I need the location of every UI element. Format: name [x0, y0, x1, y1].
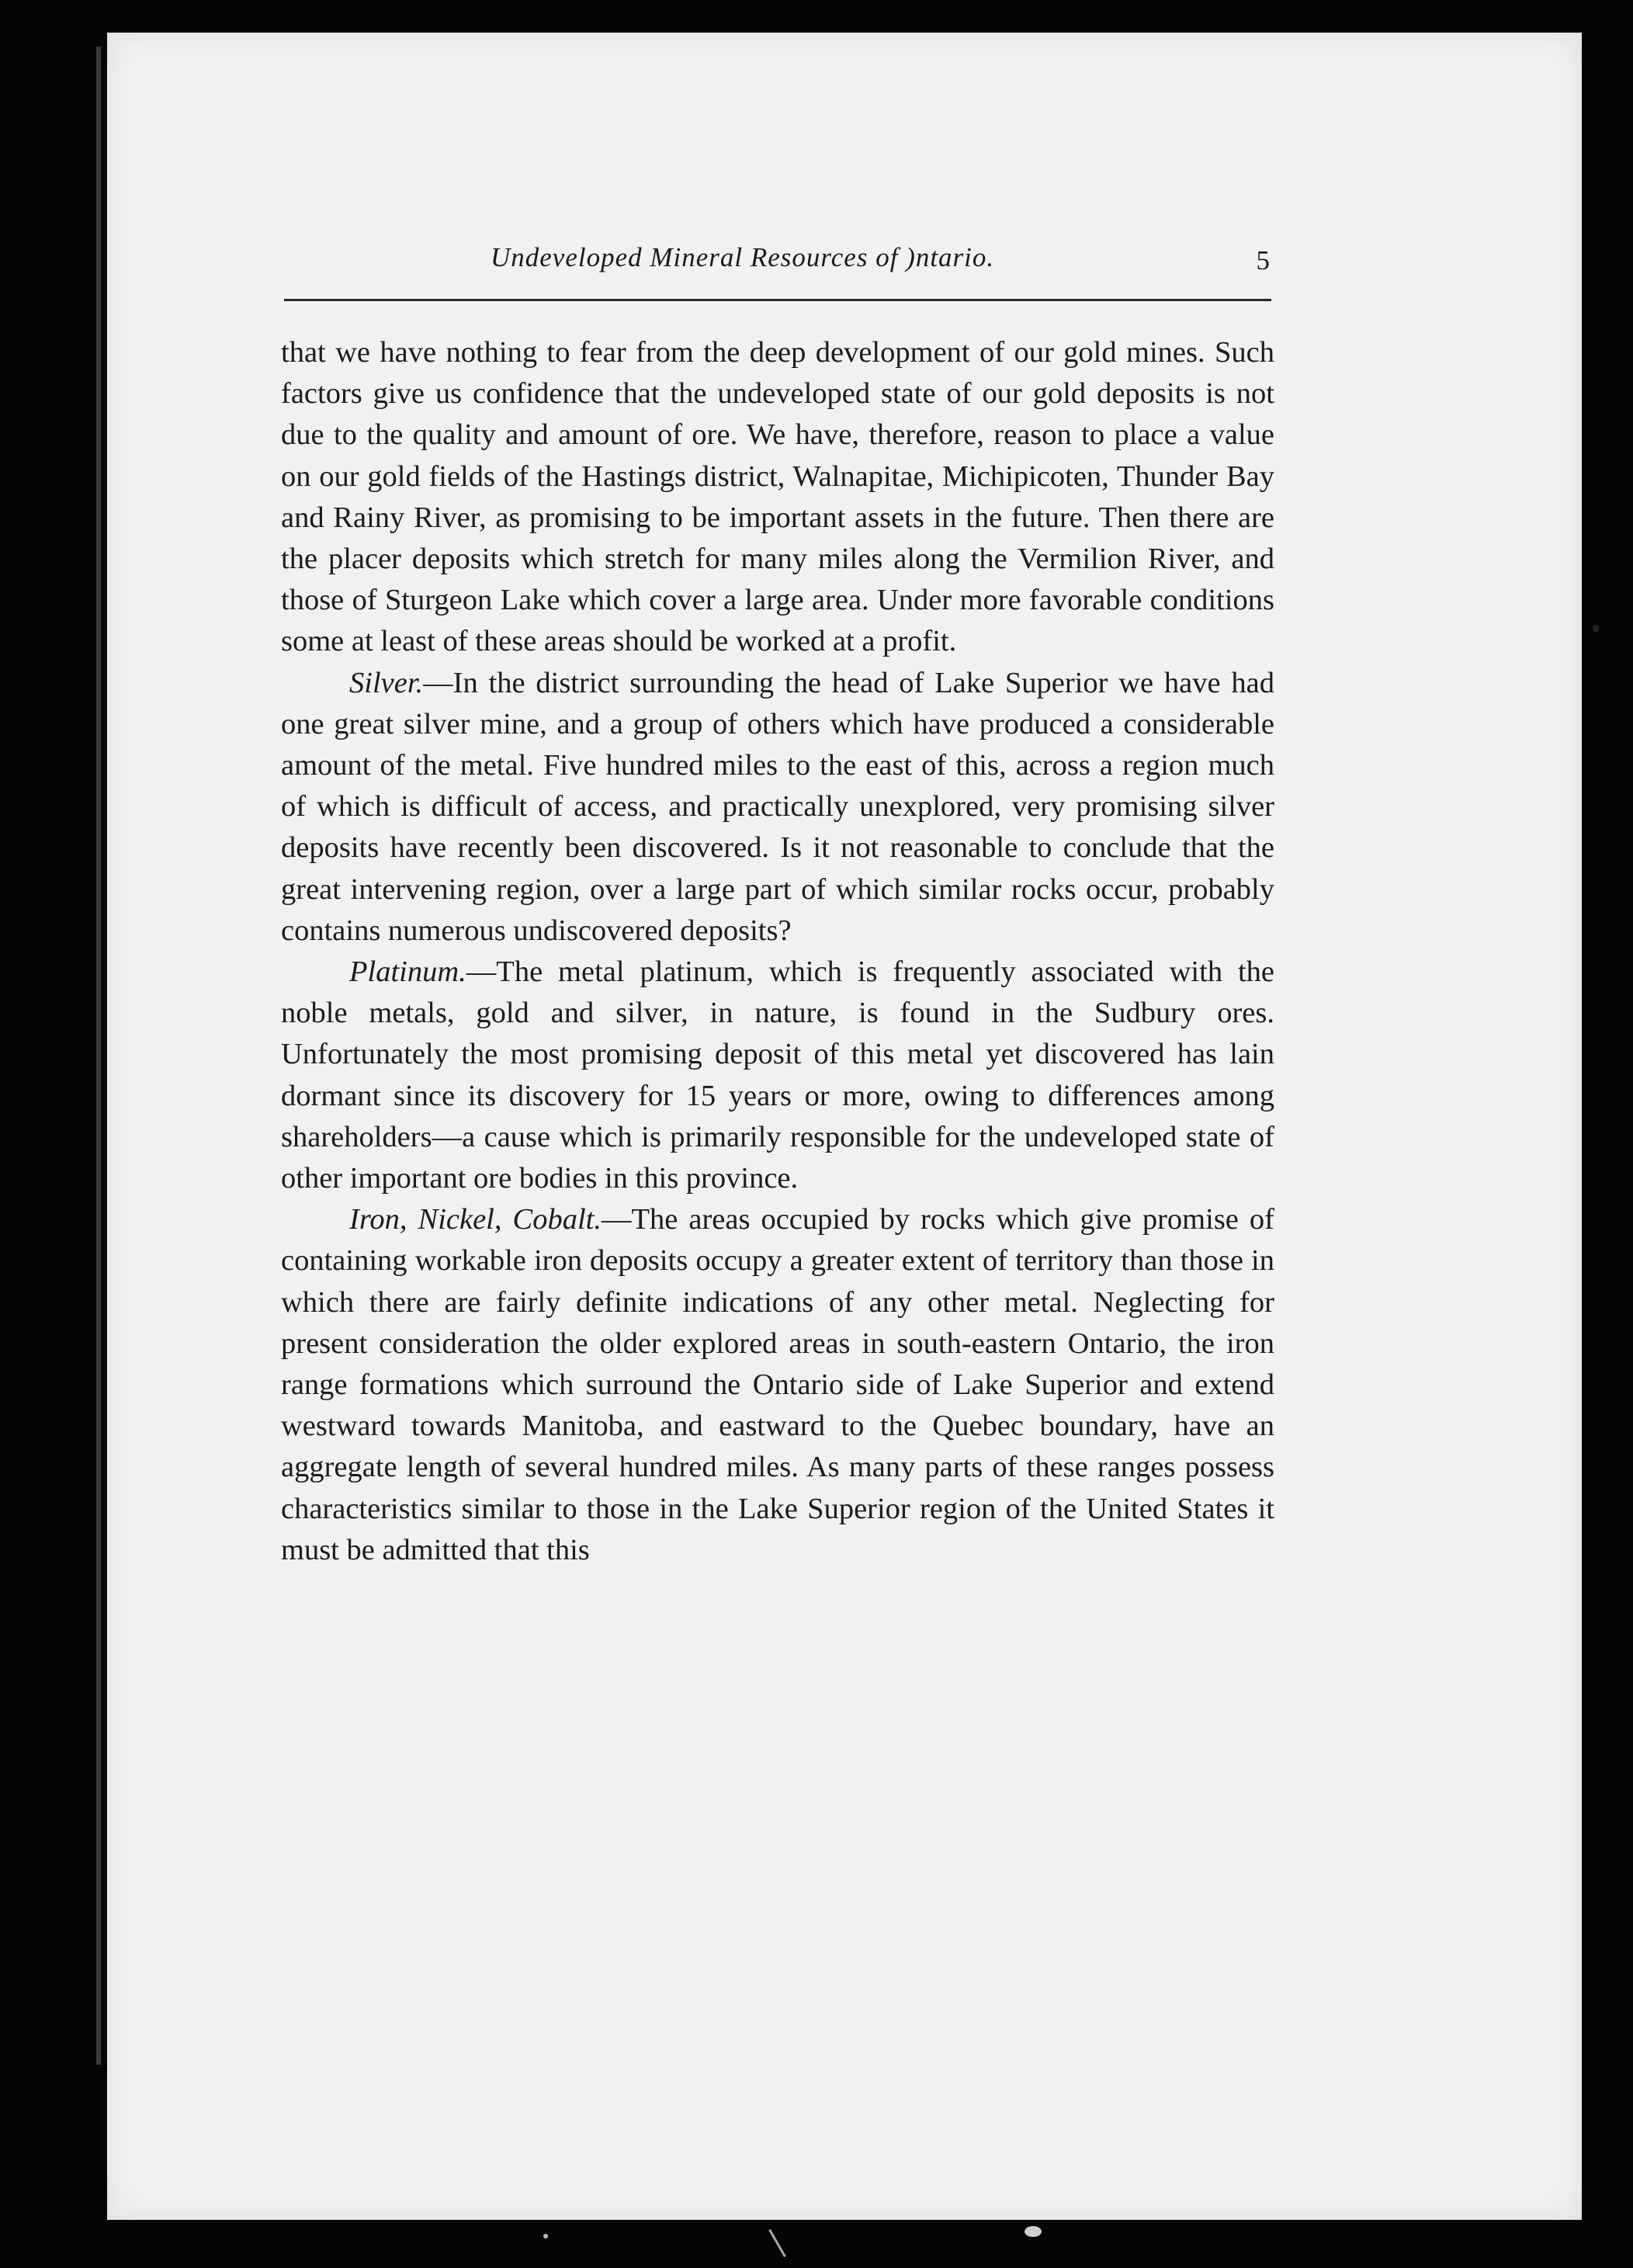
paragraph-text: that we have nothing to fear from the deep development of our gold mines. Such factors give us confidence that the undeveloped state of our gold deposits is not due to the quality and amount of ore. We have, therefore, reason to place a value on our gold fields of the Hastings district, Walnapitae, Michipicoten, Thunder Bay and Rainy River, as promising to be important assets in the future. Then there are the placer deposits which stretch for many miles along the Vermilion River, and those of Sturgeon Lake which cover a large area. Under more favorable conditions some at least of these areas should be worked at a profit. — [281, 336, 1274, 658]
paragraph-text: —The metal platinum, which is frequently associated with the noble metals, gold and silver, in nature, is found in the Sudbury ores. Unfortunately the most promising deposit of this metal yet discovered has lain dormant since its discovery for 15 years or more, owing to differences among shareholders—a cause which is primarily responsible for the undeveloped state of other important ore bodies in this province. — [281, 955, 1274, 1195]
running-header — [385, 242, 1270, 289]
paragraph-silver — [281, 663, 1274, 952]
paragraph-platinum — [281, 952, 1274, 1199]
page-binding-edge — [96, 47, 101, 2065]
paragraph-lead-iron-nickel-cobalt: Iron, Nickel, Cobalt. — [349, 1203, 602, 1236]
paragraph-gold-continued — [281, 332, 1274, 663]
scan-speck — [1025, 2226, 1042, 2237]
paragraph-iron-nickel-cobalt — [281, 1199, 1274, 1571]
paragraph-text: —In the district surrounding the head of Lake Superior we have had one great silver mine, and a group of others which have produced a considerable amount of the metal. Five hundred miles to the east of this, across a region much of which is difficult of access, and practically unexplored, very promising silver deposits have recently been discovered. Is it not reasonable to conclude that the great intervening region, over a large part of which similar rocks occur, probably contains numerous undiscovered deposits? — [281, 666, 1274, 947]
scan-speck — [543, 2234, 548, 2239]
body-text — [281, 332, 1274, 1571]
paragraph-lead-platinum: Platinum. — [349, 955, 466, 989]
paragraph-lead-silver: Silver. — [349, 666, 424, 699]
scan-speck — [1593, 625, 1599, 633]
running-title: Undeveloped Mineral Resources of )ntario. — [491, 242, 995, 272]
page-number: 5 — [1256, 245, 1270, 276]
paragraph-text: —The areas occupied by rocks which give promise of containing workable iron deposits occupy a greater extent of territory than those in which there are fairly definite indications of any other metal. Neglecting for present consideration the older explored areas in south-eastern Ontario, the iron range formations which surround the Ontario side of Lake Superior and extend westward towards Manitoba, and eastward to the Quebec boundary, have an aggregate length of several hundred miles. As many parts of these ranges possess characteristics similar to those in the Lake Superior region of the United States it must be admitted that this — [281, 1203, 1274, 1566]
header-rule — [284, 299, 1271, 301]
